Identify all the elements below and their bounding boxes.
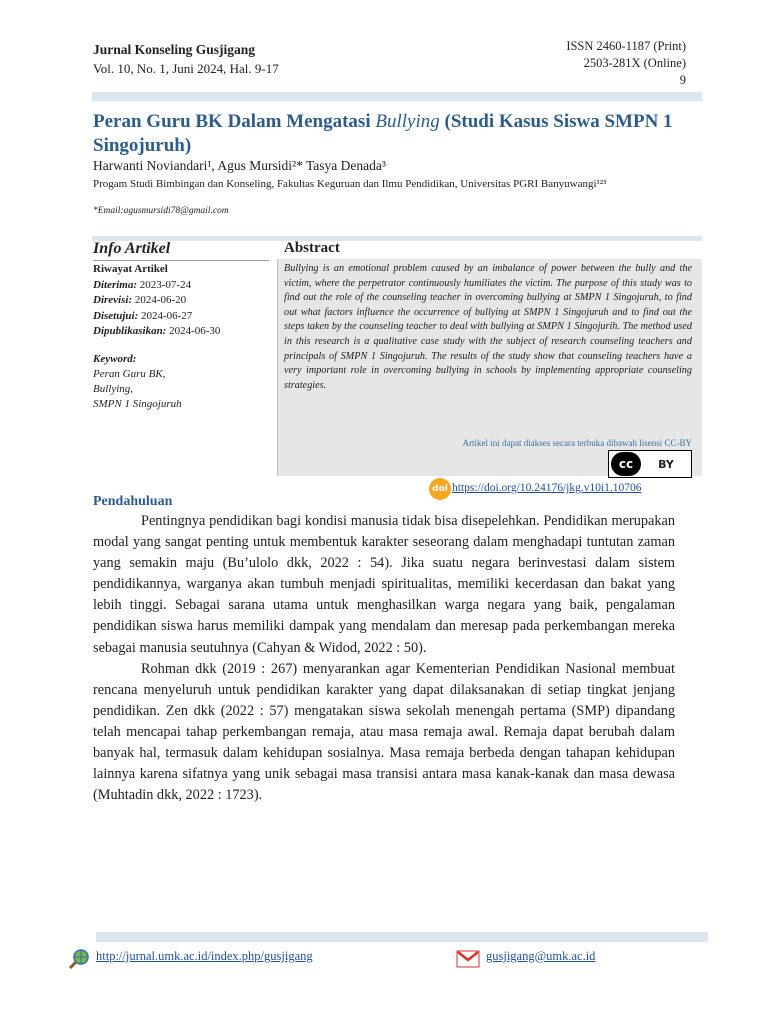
journal-volume: Vol. 10, No. 1, Juni 2024, Hal. 9-17 [93,61,279,76]
issn-online: 2503-281X (Online) [583,56,686,70]
date-published: Dipublikasikan: 2024-06-30 [93,325,221,337]
date-accepted: Disetujui: 2024-06-27 [93,309,193,322]
title-part-1: Peran Guru BK Dalam Mengatasi [93,111,376,132]
cc-by-badge[interactable] [608,450,692,478]
cc-icon: cc [611,452,641,476]
date-revised: Direvisi: 2024-06-20 [93,294,187,306]
footer-rule [96,932,708,942]
body-text [93,511,675,806]
keyword-label: Keyword: [93,353,137,365]
header-rule [92,92,702,101]
authors: Harwanti Noviandari¹, Agus Mursidi²* Tasya Denada³ [93,158,386,173]
doi-icon: doi [429,478,451,500]
issn-block [566,38,686,89]
abstract-text: Bullying is an emotional problem caused by an imbalance of power between the bully and the victim, where the perpetrator continuously humiliates the victim. The purpose of this study was to find out the role of the counseling teacher in overcoming bullying at SMPN 1 Singojuruh, to find out what factors influence the occurrence of bullying at SMPN 1 Singojuruh and to find out the steps taken by the counseling teacher to deal with bullying at SMPN 1 Singojurih. The method used in this research is a qualitative case study with the subject of research counseling teachers and principals of SMPN 1 Singojuruh. The results of the study show that counseling teachers have a very important role in overcoming bullying in schools by implementing appropriate counseling strategies. [284,263,692,391]
affiliation: Progam Studi Bimbingan dan Konseling, Fakultas Keguruan dan Ilmu Pendidikan, Universitas PGRI Banyuwangi¹²³ [93,178,607,190]
article-title [93,110,693,158]
page-number: 9 [679,73,686,87]
abstract-heading: Abstract [284,240,340,256]
globe-search-icon [68,948,90,970]
journal-url-link[interactable]: http://jurnal.umk.ac.id/index.php/gusjigang [96,949,313,963]
keyword-item: SMPN 1 Singojuruh [93,398,182,410]
issn-print: ISSN 2460-1187 (Print) [566,39,686,53]
gmail-icon [456,948,480,970]
paragraph: Rohman dkk (2019 : 267) menyarankan agar Kementerian Pendidikan Nasional membuat rencana menyeluruh untuk pendidikan karakter yang dapat dilaksanakan di setiap tingkat jenjang pendidikan. Zen dkk (2022 : 57) mengatakan siswa sekolah menengah pertama (SMP) dipandang telah mencapai tahap perkembangan remaja, atau masa remaja awal. Remaja dapat berubah dalam banyak hal, termasuk dalam kehidupan sosialnya. Masa remaja berbeda dengan tahapan kehidupan lainnya karena sifatnya yang unik sebagai masa transisi antara masa kanak-kanak dan masa dewasa (Muhtadin dkk, 2022 : 1723). [93,660,675,804]
keywords [93,352,273,412]
title-italic: Bullying [375,111,440,132]
date-received: Diterima: 2023-07-24 [93,278,192,291]
by-icon: BY [658,457,674,471]
info-divider [93,260,269,261]
paragraph: Pentingnya pendidikan bagi kondisi manusia tidak bisa disepelehkan. Pendidikan merupakan modal yang sangat penting untuk membentuk karakter seseorang dalam menghadapi tuntutan zaman yang semakin maju (Bu’ulolo dkk, 2022 : 54). Jika suatu negara berinvestasi dalam sistem pendidikannya, warganya akan tumbuh menjadi spiritualitas, memiliki kecerdasan dan bakat yang lebih tinggi. Sebagai sarana utama untuk menghasilkan warga negara yang baik, pengalaman pendidikan siswa harus memiliki dampak yang mendalam dan meresap pada perkembangan mereka sebagai manusia seutuhnya (Cahyan & Widod, 2022 : 50). [93,513,675,656]
section-heading: Pendahuluan [93,494,173,509]
keyword-item: Bullying, [93,383,134,395]
history-label: Riwayat Artikel [93,263,168,275]
info-heading: Info Artikel [93,240,171,257]
email-link[interactable]: gusjigang@umk.ac.id [486,949,596,963]
license-text: Artikel ini dapat diakses secara terbuka dibawah lisensi CC-BY [462,438,692,448]
article-history [93,262,273,340]
doi-link[interactable]: https://doi.org/10.24176/jkg.v10i1.10706 [452,482,642,494]
title-part-2: (Studi Kasus Siswa SMPN 1 Singojuruh) [93,111,673,156]
keyword-item: Peran Guru BK, [93,368,166,380]
section-rule [92,236,702,241]
author-email: *Email:agusmursidi78@gmail.com [93,206,229,216]
journal-name: Jurnal Konseling Gusjigang [93,42,256,57]
